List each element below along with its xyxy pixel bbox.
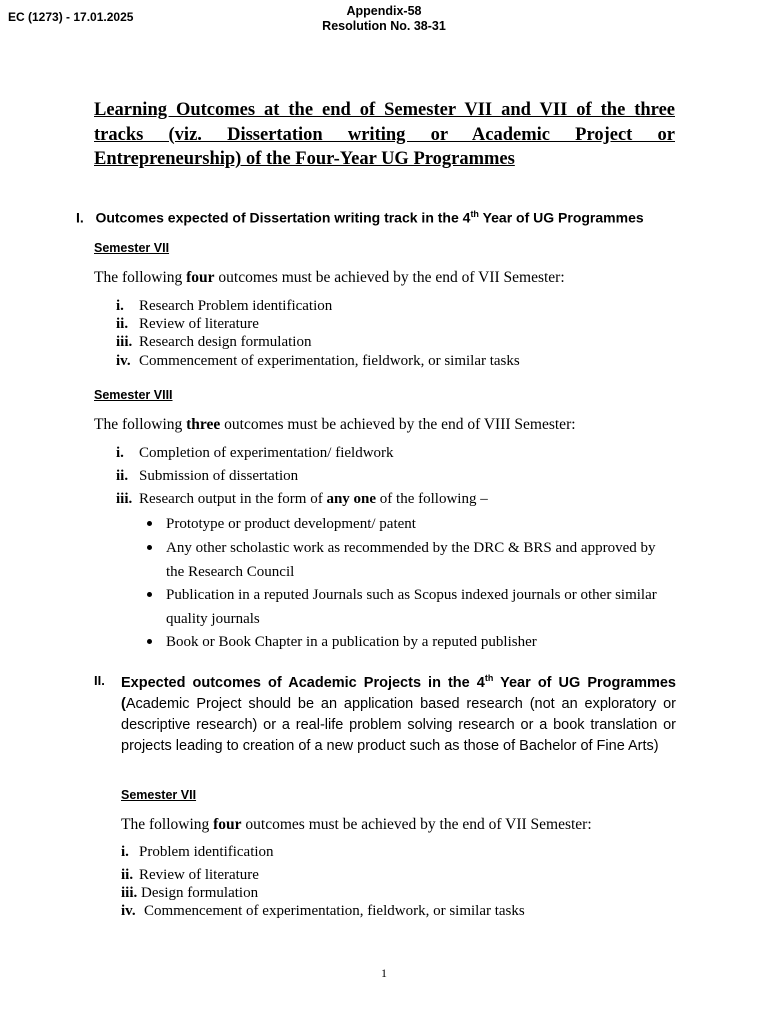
- item-text: Research design formulation: [139, 334, 312, 350]
- s1-semester-viii-label: Semester VIII: [94, 388, 173, 402]
- item-number: i.: [121, 844, 129, 860]
- list-item: [121, 885, 258, 902]
- bullet-icon: [147, 545, 152, 550]
- intro-pre: The following: [94, 416, 187, 433]
- section-2-heading-text: Expected outcomes of Academic Projects in the 4: [121, 674, 485, 691]
- section-2-sup: th: [484, 673, 494, 683]
- list-item: [121, 903, 525, 920]
- item-number: ii.: [121, 867, 134, 883]
- item-text: Commencement of experimentation, fieldwork, or similar tasks: [144, 903, 525, 919]
- section-1-heading-suffix: Year of UG Programmes: [478, 209, 644, 226]
- item-text-suffix: of the following –: [376, 491, 488, 507]
- item-text: Commencement of experimentation, fieldwork, or similar tasks: [139, 353, 520, 369]
- document-title: [94, 98, 675, 172]
- intro-bold: four: [186, 269, 215, 286]
- intro-bold: four: [213, 816, 242, 833]
- list-item: [116, 468, 298, 485]
- s2-semester-vii-label: Semester VII: [121, 788, 197, 802]
- item-number: iv.: [121, 903, 136, 919]
- bullet-item: [166, 584, 676, 631]
- item-text-bold: any one: [326, 491, 377, 507]
- item-text: Completion of experimentation/ fieldwork: [139, 445, 394, 461]
- bullet-icon: [147, 592, 152, 597]
- item-number: i.: [116, 445, 124, 461]
- section-1-number: I.: [76, 209, 84, 226]
- appendix-label: Appendix-58: [346, 4, 422, 18]
- item-number: i.: [116, 298, 124, 314]
- bullet-text: Any other scholastic work as recommended by the DRC & BRS and approved by the Research Council: [166, 540, 656, 580]
- appendix-header: [0, 4, 768, 34]
- item-text: Research output in the form of: [139, 491, 327, 507]
- section-2-description: Academic Project should be an application based research (not an exploratory or descriptive research) or a real-life problem solving research or a book translation or projects leading to creation of a new product such as those of Bachelor of Fine Arts): [121, 695, 676, 754]
- intro-pre: The following: [121, 816, 214, 833]
- item-text: Problem identification: [139, 844, 274, 860]
- s1-sem7-intro: [94, 269, 565, 287]
- item-number: iii.: [116, 334, 133, 350]
- item-text: Research Problem identification: [139, 298, 333, 314]
- bullet-text: Prototype or product development/ patent: [166, 516, 416, 532]
- item-number: iv.: [116, 353, 131, 369]
- bullet-item: [166, 537, 666, 584]
- item-text: Review of literature: [139, 316, 259, 332]
- intro-post: outcomes must be achieved by the end of VIII Semester:: [220, 416, 576, 433]
- section-1-sup: th: [470, 209, 479, 219]
- section-2-paren: (: [121, 695, 126, 712]
- bullet-item: [166, 631, 666, 655]
- list-item: [116, 316, 259, 333]
- ec-reference: EC (1273) - 17.01.2025: [8, 10, 134, 24]
- section-2-heading-suffix: Year of UG Programmes: [493, 674, 676, 691]
- section-2-block: [121, 668, 676, 757]
- item-text: Review of literature: [139, 867, 259, 883]
- list-item: [116, 445, 394, 462]
- bullet-text: Publication in a reputed Journals such as Scopus indexed journals or other similar quality journals: [166, 587, 657, 627]
- bullet-text: Book or Book Chapter in a publication by a reputed publisher: [166, 634, 537, 650]
- section-1-heading-text: Outcomes expected of Dissertation writing track in the 4: [95, 209, 471, 226]
- list-item: [121, 867, 259, 884]
- bullet-icon: [147, 521, 152, 526]
- list-item: [116, 353, 520, 370]
- bullet-icon: [147, 639, 152, 644]
- list-item: [116, 491, 488, 508]
- intro-post: outcomes must be achieved by the end of VII Semester:: [214, 269, 565, 286]
- s2-sem7-intro: [121, 816, 592, 834]
- item-text: Design formulation: [141, 885, 259, 901]
- list-item: [116, 334, 311, 351]
- intro-post: outcomes must be achieved by the end of VII Semester:: [241, 816, 592, 833]
- intro-bold: three: [186, 416, 221, 433]
- resolution-label: Resolution No. 38-31: [322, 19, 446, 33]
- item-number: iii.: [121, 885, 138, 901]
- title-text: Learning Outcomes at the end of Semester VII and VII of the three tracks (viz. Dissertation writing or Academic Project or Entrepreneurship) of the Four-Year UG Programmes: [94, 100, 675, 169]
- item-text: Submission of dissertation: [139, 468, 299, 484]
- list-item: [121, 844, 274, 861]
- item-number: ii.: [116, 468, 129, 484]
- page-number: 1: [381, 966, 387, 980]
- bullet-item: [166, 513, 666, 537]
- item-number: ii.: [116, 316, 129, 332]
- section-2-number: II.: [94, 673, 105, 688]
- item-number: iii.: [116, 491, 133, 507]
- list-item: [116, 298, 332, 315]
- s1-sem8-intro: [94, 416, 576, 434]
- intro-pre: The following: [94, 269, 187, 286]
- s1-semester-vii-label: Semester VII: [94, 241, 170, 255]
- section-1-heading: [76, 209, 644, 226]
